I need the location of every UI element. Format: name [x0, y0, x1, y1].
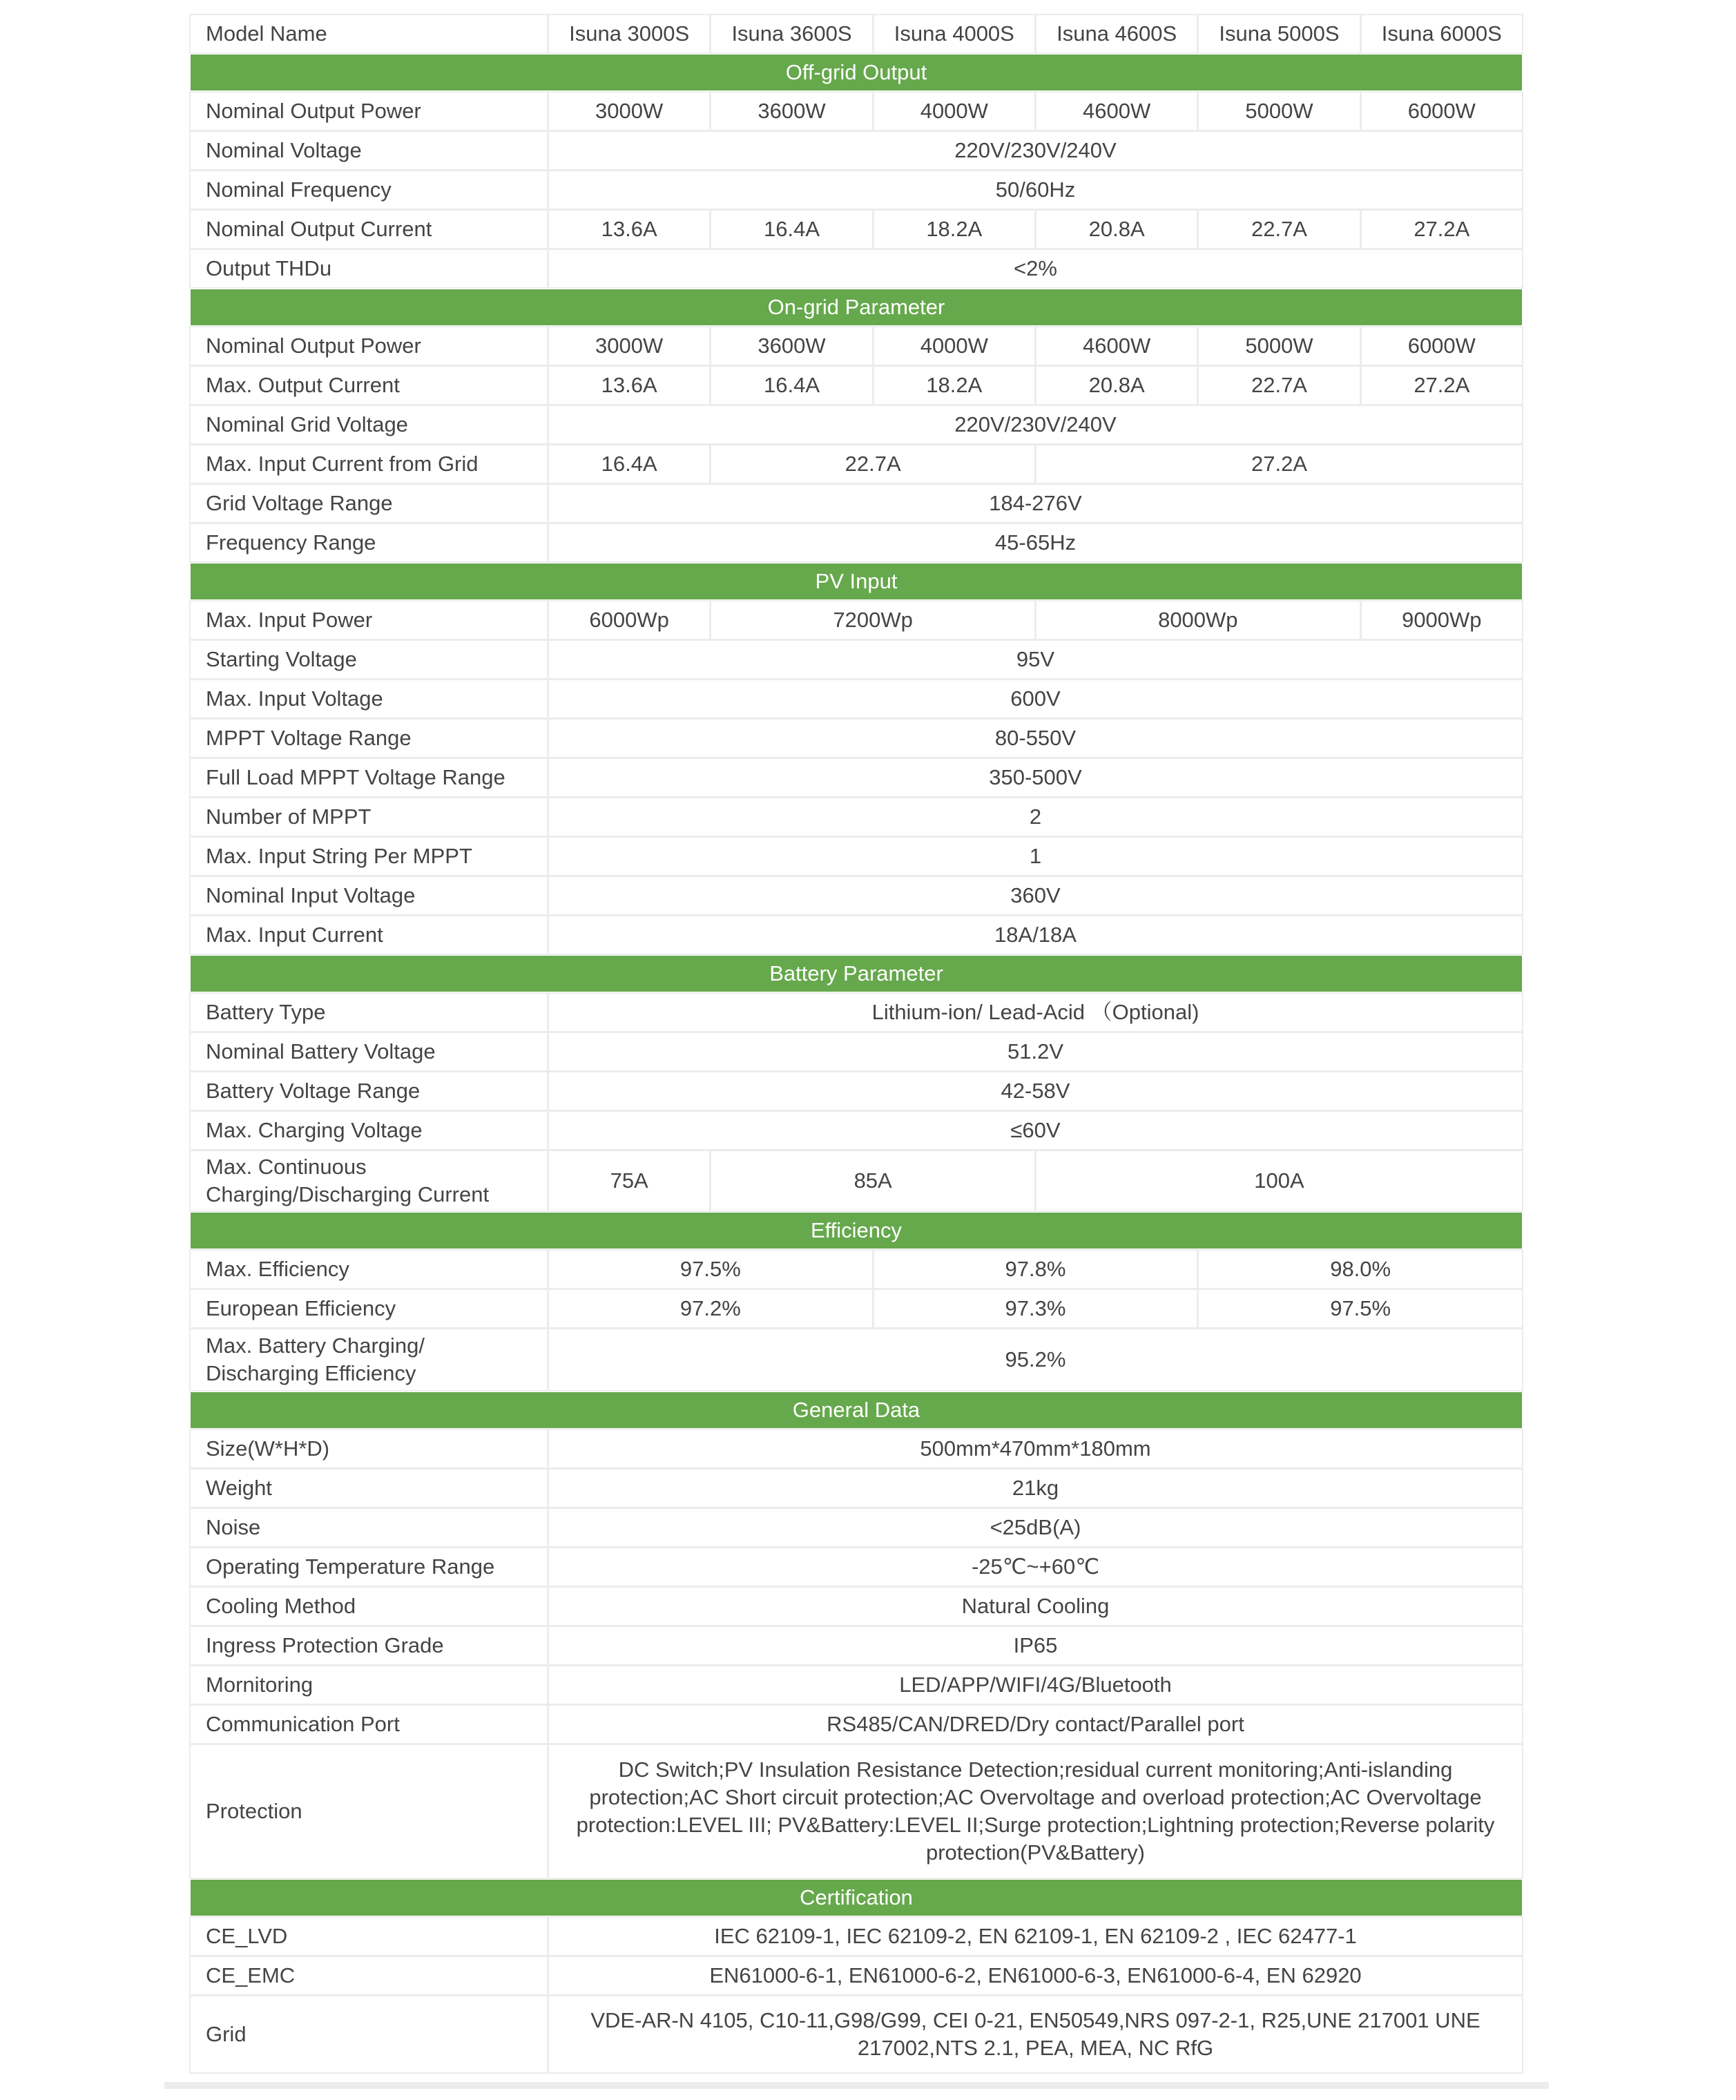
table-row — [191, 367, 1522, 404]
row-value: 5000W — [1199, 93, 1359, 130]
row-label: Weight — [191, 1470, 547, 1507]
row-value: 45-65Hz — [549, 524, 1522, 561]
row-value: 7200Wp — [711, 601, 1034, 639]
table-row — [191, 1072, 1522, 1110]
table-row — [191, 1470, 1522, 1507]
row-value: 42-58V — [549, 1072, 1522, 1110]
row-value: LED/APP/WIFI/4G/Bluetooth — [549, 1666, 1522, 1704]
row-value: VDE-AR-N 4105, C10-11,G98/G99, CEI 0-21, EN50549,NRS 097-2-1, R25,UNE 217001 UNE 217002,NTS 2.1, PEA, MEA, NC RfG — [549, 1996, 1522, 2072]
row-label: Full Load MPPT Voltage Range — [191, 759, 547, 796]
row-label: Max. Input Voltage — [191, 680, 547, 717]
section-header-row — [191, 289, 1522, 325]
table-row — [191, 171, 1522, 209]
row-label: Battery Type — [191, 994, 547, 1031]
table-row — [191, 1627, 1522, 1664]
row-label: MPPT Voltage Range — [191, 720, 547, 757]
table-row — [191, 211, 1522, 248]
row-value: 6000Wp — [549, 601, 709, 639]
row-value: 75A — [549, 1151, 709, 1211]
model-column-header: Isuna 4000S — [874, 15, 1034, 52]
row-value: DC Switch;PV Insulation Resistance Detection;residual current monitoring;Anti-islanding protection;AC Short circuit protection;AC Overvoltage and overload protection;AC Overvoltage protection:LEVEL III; PV&Battery:LEVEL II;Surge protection;Lightning protection;Reverse polarity protection(PV&Battery) — [549, 1745, 1522, 1878]
row-value: 98.0% — [1199, 1251, 1522, 1288]
section-header-row — [191, 55, 1522, 90]
row-label: Number of MPPT — [191, 798, 547, 836]
table-row — [191, 445, 1522, 483]
row-value: 95V — [549, 641, 1522, 678]
row-label: Frequency Range — [191, 524, 547, 561]
row-value: 80-550V — [549, 720, 1522, 757]
row-label: Nominal Frequency — [191, 171, 547, 209]
table-row — [191, 1151, 1522, 1211]
table-row — [191, 798, 1522, 836]
row-value: 97.2% — [549, 1290, 872, 1327]
row-value: 4600W — [1036, 93, 1197, 130]
row-value: 220V/230V/240V — [549, 406, 1522, 443]
model-column-header: Isuna 5000S — [1199, 15, 1359, 52]
row-value: 220V/230V/240V — [549, 132, 1522, 169]
table-row — [191, 1509, 1522, 1546]
table-row — [191, 327, 1522, 365]
row-value: Natural Cooling — [549, 1588, 1522, 1625]
row-label: Mornitoring — [191, 1666, 547, 1704]
table-row — [191, 1290, 1522, 1327]
row-label: Max. Input String Per MPPT — [191, 838, 547, 875]
row-label: Battery Voltage Range — [191, 1072, 547, 1110]
table-row — [191, 601, 1522, 639]
row-value: 6000W — [1362, 93, 1522, 130]
row-value: IEC 62109-1, IEC 62109-2, EN 62109-1, EN 62109-2 , IEC 62477-1 — [549, 1918, 1522, 1955]
row-value: 13.6A — [549, 211, 709, 248]
section-title: PV Input — [191, 563, 1522, 599]
row-value: 9000Wp — [1362, 601, 1522, 639]
row-value: 350-500V — [549, 759, 1522, 796]
row-value: 27.2A — [1362, 211, 1522, 248]
row-value: 2 — [549, 798, 1522, 836]
row-value: 21kg — [549, 1470, 1522, 1507]
section-header-row — [191, 1880, 1522, 1916]
row-value: 4000W — [874, 93, 1034, 130]
row-label: Starting Voltage — [191, 641, 547, 678]
section-title: On-grid Parameter — [191, 289, 1522, 325]
model-column-header: Isuna 3600S — [711, 15, 871, 52]
row-label: Max. Continuous Charging/Discharging Current — [191, 1151, 547, 1211]
row-label: Max. Battery Charging/ Discharging Efficiency — [191, 1329, 547, 1390]
row-label: Nominal Battery Voltage — [191, 1033, 547, 1070]
bottom-divider — [164, 2082, 1549, 2089]
row-value: 20.8A — [1036, 367, 1197, 404]
table-row — [191, 641, 1522, 678]
row-value: 4000W — [874, 327, 1034, 365]
row-value: 18.2A — [874, 211, 1034, 248]
row-value: 6000W — [1362, 327, 1522, 365]
row-value: 22.7A — [1199, 211, 1359, 248]
table-row — [191, 1033, 1522, 1070]
table-row — [191, 406, 1522, 443]
model-column-header: Isuna 4600S — [1036, 15, 1197, 52]
table-row — [191, 1329, 1522, 1390]
row-label: Size(W*H*D) — [191, 1430, 547, 1467]
row-value: 3000W — [549, 93, 709, 130]
table-row — [191, 1957, 1522, 1994]
row-value: 97.5% — [549, 1251, 872, 1288]
model-name-label: Model Name — [191, 15, 547, 52]
row-label: Grid Voltage Range — [191, 485, 547, 522]
row-value: 97.8% — [874, 1251, 1197, 1288]
row-label: CE_EMC — [191, 1957, 547, 1994]
row-value: 360V — [549, 877, 1522, 914]
row-value: IP65 — [549, 1627, 1522, 1664]
row-value: -25℃~+60℃ — [549, 1548, 1522, 1586]
row-value: <2% — [549, 250, 1522, 287]
table-row — [191, 916, 1522, 954]
row-label: Protection — [191, 1745, 547, 1878]
table-row — [191, 1745, 1522, 1878]
table-row — [191, 250, 1522, 287]
model-column-header: Isuna 3000S — [549, 15, 709, 52]
section-title: Certification — [191, 1880, 1522, 1916]
row-label: Nominal Output Power — [191, 327, 547, 365]
section-title: Efficiency — [191, 1213, 1522, 1249]
section-header-row — [191, 563, 1522, 599]
row-value: 16.4A — [549, 445, 709, 483]
row-label: Grid — [191, 1996, 547, 2072]
row-value: 500mm*470mm*180mm — [549, 1430, 1522, 1467]
model-column-header: Isuna 6000S — [1362, 15, 1522, 52]
table-row — [191, 93, 1522, 130]
row-label: Max. Input Current — [191, 916, 547, 954]
row-label: Max. Input Power — [191, 601, 547, 639]
row-label: Nominal Output Power — [191, 93, 547, 130]
row-value: 22.7A — [711, 445, 1034, 483]
table-row — [191, 1918, 1522, 1955]
row-value: 3000W — [549, 327, 709, 365]
table-row — [191, 1996, 1522, 2072]
row-value: RS485/CAN/DRED/Dry contact/Parallel port — [549, 1706, 1522, 1743]
row-value: 16.4A — [711, 367, 871, 404]
section-title: Off-grid Output — [191, 55, 1522, 90]
row-label: Nominal Output Current — [191, 211, 547, 248]
table-row — [191, 1430, 1522, 1467]
table-row — [191, 720, 1522, 757]
row-label: Nominal Input Voltage — [191, 877, 547, 914]
row-value: 1 — [549, 838, 1522, 875]
row-value: 4600W — [1036, 327, 1197, 365]
row-value: 95.2% — [549, 1329, 1522, 1390]
row-value: 97.3% — [874, 1290, 1197, 1327]
section-header-row — [191, 1213, 1522, 1249]
row-value: 184-276V — [549, 485, 1522, 522]
section-title: Battery Parameter — [191, 956, 1522, 992]
section-header-row — [191, 1392, 1522, 1428]
row-value: 3600W — [711, 93, 871, 130]
section-title: General Data — [191, 1392, 1522, 1428]
row-value: 51.2V — [549, 1033, 1522, 1070]
row-value: <25dB(A) — [549, 1509, 1522, 1546]
row-label: Max. Efficiency — [191, 1251, 547, 1288]
row-value: 16.4A — [711, 211, 871, 248]
row-value: 3600W — [711, 327, 871, 365]
table-row — [191, 877, 1522, 914]
model-header-row — [191, 15, 1522, 52]
row-value: EN61000-6-1, EN61000-6-2, EN61000-6-3, EN61000-6-4, EN 62920 — [549, 1957, 1522, 1994]
row-label: Communication Port — [191, 1706, 547, 1743]
table-row — [191, 485, 1522, 522]
row-value: 13.6A — [549, 367, 709, 404]
row-value: ≤60V — [549, 1112, 1522, 1149]
table-row — [191, 994, 1522, 1031]
row-label: CE_LVD — [191, 1918, 547, 1955]
row-value: 97.5% — [1199, 1290, 1522, 1327]
row-value: 50/60Hz — [549, 171, 1522, 209]
spec-table-body — [191, 15, 1522, 2072]
table-row — [191, 759, 1522, 796]
row-value: Lithium-ion/ Lead-Acid （Optional) — [549, 994, 1522, 1031]
row-value: 85A — [711, 1151, 1034, 1211]
table-row — [191, 1251, 1522, 1288]
row-value: 8000Wp — [1036, 601, 1360, 639]
row-label: European Efficiency — [191, 1290, 547, 1327]
row-label: Max. Output Current — [191, 367, 547, 404]
row-label: Cooling Method — [191, 1588, 547, 1625]
table-row — [191, 1112, 1522, 1149]
row-value: 600V — [549, 680, 1522, 717]
row-label: Nominal Voltage — [191, 132, 547, 169]
row-label: Nominal Grid Voltage — [191, 406, 547, 443]
row-value: 20.8A — [1036, 211, 1197, 248]
row-label: Output THDu — [191, 250, 547, 287]
row-value: 5000W — [1199, 327, 1359, 365]
row-value: 18A/18A — [549, 916, 1522, 954]
row-label: Operating Temperature Range — [191, 1548, 547, 1586]
row-value: 100A — [1036, 1151, 1522, 1211]
row-label: Ingress Protection Grade — [191, 1627, 547, 1664]
table-row — [191, 132, 1522, 169]
table-row — [191, 1666, 1522, 1704]
table-row — [191, 1706, 1522, 1743]
table-row — [191, 524, 1522, 561]
row-value: 27.2A — [1362, 367, 1522, 404]
row-value: 22.7A — [1199, 367, 1359, 404]
row-label: Noise — [191, 1509, 547, 1546]
spec-table — [189, 13, 1524, 2074]
section-header-row — [191, 956, 1522, 992]
row-value: 18.2A — [874, 367, 1034, 404]
table-row — [191, 838, 1522, 875]
table-row — [191, 680, 1522, 717]
table-row — [191, 1548, 1522, 1586]
table-row — [191, 1588, 1522, 1625]
row-label: Max. Input Current from Grid — [191, 445, 547, 483]
row-label: Max. Charging Voltage — [191, 1112, 547, 1149]
row-value: 27.2A — [1036, 445, 1522, 483]
